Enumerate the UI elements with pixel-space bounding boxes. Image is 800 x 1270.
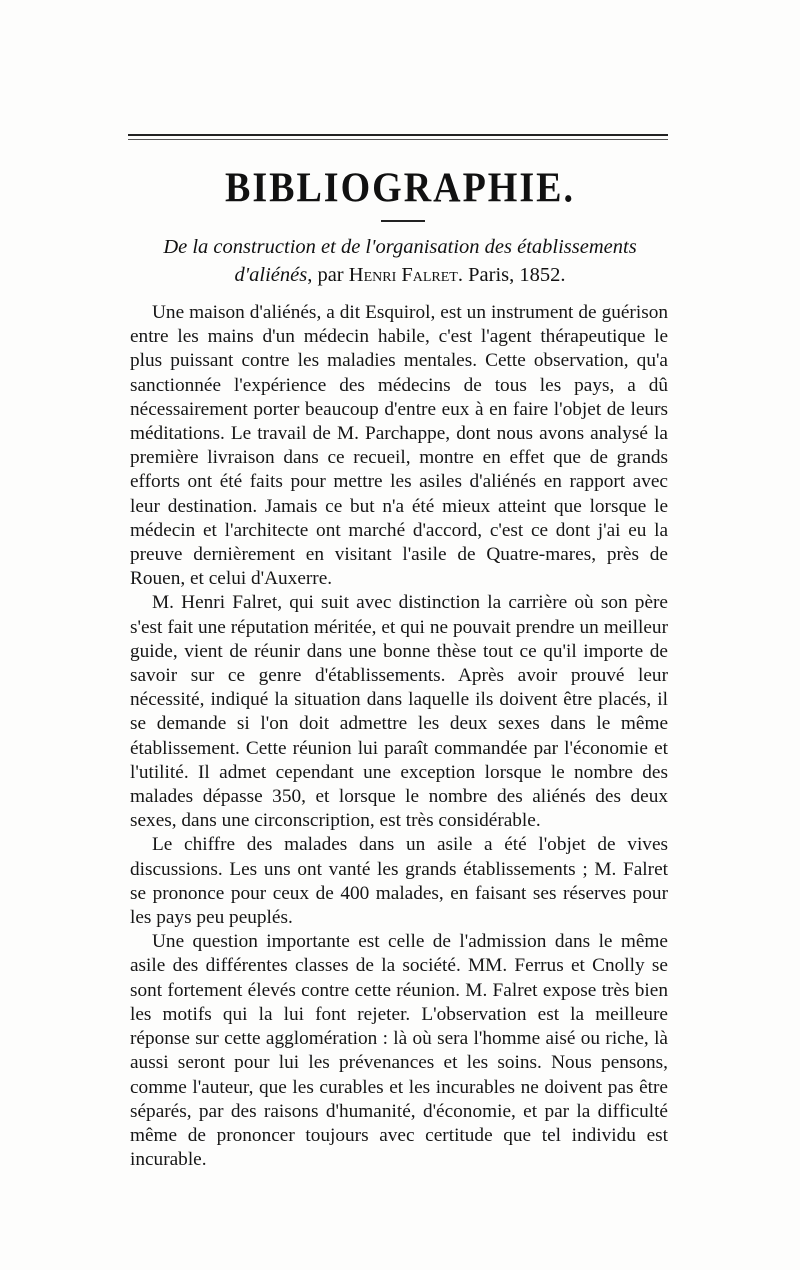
citation (135, 233, 665, 289)
body-text (130, 301, 668, 1172)
citation-by: , par (307, 264, 349, 286)
citation-author-first: Henri (348, 264, 397, 286)
citation-author-last: Falret (401, 264, 458, 286)
paragraph: Le chiffre des malades dans un asile a été l'objet de vives discussions. Les uns ont vanté les grands établissements ; M. Falret se prononce pour ceux de 400 malades, en faisant ses réserves pour les pays peu peuplés. (130, 834, 668, 929)
heading-divider (381, 220, 425, 222)
top-double-rule (128, 134, 668, 136)
citation-title-continued: d'aliénés (234, 264, 308, 286)
citation-title: De la construction et de l'organisation des établissements (163, 236, 637, 258)
citation-place-date: . Paris, 1852. (457, 264, 566, 286)
page-heading: BIBLIOGRAPHIE. (224, 164, 576, 212)
paragraph: Une question importante est celle de l'admission dans le même asile des différentes classes de la société. MM. Ferrus et Cnolly se sont fortement élevés contre cette réunion. M. Falret expose très bien les motifs qui la lui font rejeter. L'observation est la meilleure réponse sur cette agglomération : là où sera l'homme aisé ou riche, là aussi seront pour lui les prévenances et les soins. Nous pensons, comme l'auteur, que les curables et les incurables ne doivent pas être séparés, par des raisons d'humanité, d'économie, et par la difficulté même de prononcer toujours avec certitude que tel individu est incurable. (130, 931, 668, 1171)
paragraph: M. Henri Falret, qui suit avec distinction la carrière où son père s'est fait une réputation méritée, et qui ne pouvait prendre un meilleur guide, vient de réunir dans une bonne thèse tout ce qu'il importe de savoir sur ce genre d'établissements. Après avoir prouvé leur nécessité, indiqué la situation dans laquelle ils doivent être placés, il se demande si l'on doit admettre les deux sexes dans le même établissement. Cette réunion lui paraît commandée par l'économie et l'utilité. Il admet cependant une exception lorsque le nombre des malades dépasse 350, et lorsque le nombre des aliénés des deux sexes, dans une circonscription, est très considérable. (130, 592, 668, 832)
paragraph: Une maison d'aliénés, a dit Esquirol, est un instrument de guérison entre les mains d'un médecin habile, c'est l'agent thérapeutique le plus puissant contre les maladies mentales. Cette observation, qu'a sanctionnée l'expérience des médecins de tous les pays, a dû nécessairement porter beaucoup d'entre eux à en faire l'objet de leurs méditations. Le travail de M. Parchappe, dont nous avons analysé la première livraison dans ce recueil, montre en effet que de grands efforts ont été faits pour mettre les asiles d'aliénés en rapport avec leur destination. Jamais ce but n'a été mieux atteint que lorsque le médecin et l'architecte ont marché d'accord, c'est ce dont j'ai eu la preuve dernièrement en visitant l'asile de Quatre-mares, près de Rouen, et celui d'Auxerre. (130, 302, 668, 590)
